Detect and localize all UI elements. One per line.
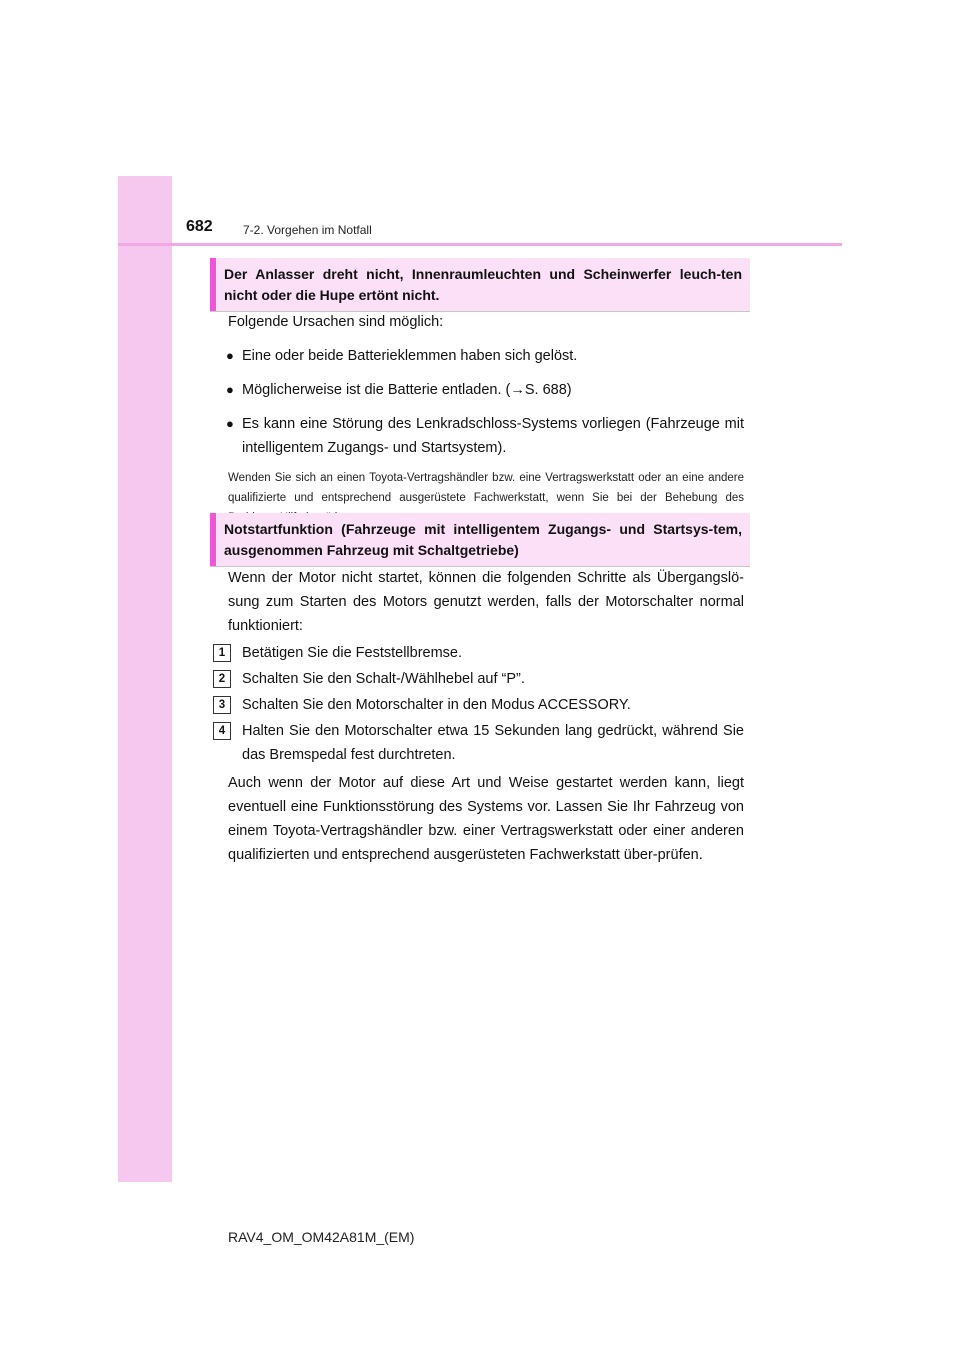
step-number: 4 xyxy=(213,722,231,740)
step-number: 1 xyxy=(213,644,231,662)
step-text: Schalten Sie den Motorschalter in den Modus ACCESSORY. xyxy=(242,697,631,713)
chapter-sidebar-tab xyxy=(118,176,172,1182)
step-item xyxy=(218,719,744,767)
section-title: 7-2. Vorgehen im Notfall xyxy=(243,223,372,237)
closing-text: Auch wenn der Motor auf diese Art und Weise gestartet werden kann, liegt eventuell eine Funktionsstörung des Systems vor. Lassen Sie Ihr Fahrzeug von einem Toyota-Vertragshändler bzw. einer Vertragswerkstatt oder einer anderen qualifizierten und entsprechend ausgerüsteten Fachwerkstatt über-prüfen. xyxy=(228,775,744,863)
header-rule xyxy=(118,243,842,246)
step-item xyxy=(218,667,744,691)
step-text: Halten Sie den Motorschalter etwa 15 Sekunden lang gedrückt, während Sie das Bremspedal fest durchtreten. xyxy=(242,723,744,763)
document-code: RAV4_OM_OM42A81M_(EM) xyxy=(228,1229,415,1245)
section-body-emergency-start xyxy=(218,566,744,867)
step-text: Schalten Sie den Schalt-/Wählhebel auf “P”. xyxy=(242,671,525,687)
step-text: Betätigen Sie die Feststellbremse. xyxy=(242,645,463,661)
bullet-icon: ● xyxy=(226,348,234,363)
bullet-icon: ● xyxy=(226,416,234,431)
list-item xyxy=(228,412,744,460)
list-item-text: Eine oder beide Batterieklemmen haben sich gelöst. xyxy=(242,348,578,364)
intro-text: Wenn der Motor nicht startet, können die folgenden Schritte als Übergangslö-sung zum Starten des Motors genutzt werden, falls der Motorschalter normal funktioniert: xyxy=(228,570,744,634)
section-heading-starter: Der Anlasser dreht nicht, Innenraumleuchten und Scheinwerfer leuch-ten nicht oder die Hupe ertönt nicht. xyxy=(210,258,750,312)
page-number: 682 xyxy=(186,218,213,235)
bullet-icon: ● xyxy=(226,382,234,397)
step-item xyxy=(218,693,744,717)
intro-text: Folgende Ursachen sind möglich: xyxy=(228,314,444,330)
list-item xyxy=(228,344,744,368)
list-item-text: Es kann eine Störung des Lenkradschloss-Systems vorliegen (Fahrzeuge mit intelligentem Zugangs- und Startsystem). xyxy=(242,416,744,456)
section-body-starter xyxy=(228,310,744,528)
list-item-text: Möglicherweise ist die Batterie entladen. (→S. 688) xyxy=(242,382,572,398)
section-heading-emergency-start: Notstartfunktion (Fahrzeuge mit intelligentem Zugangs- und Startsys-tem, ausgenommen Fahrzeug mit Schaltgetriebe) xyxy=(210,513,750,567)
step-number: 2 xyxy=(213,670,231,688)
step-number: 3 xyxy=(213,696,231,714)
note-text: Wenden Sie sich an einen Toyota-Vertragshändler bzw. eine Vertragswerkstatt oder an eine andere qualifizierte und entsprechend ausgerüstete Fachwerkstatt, wenn Sie bei der Behebung des xyxy=(228,472,744,504)
step-item xyxy=(218,641,744,665)
list-item xyxy=(228,378,744,402)
